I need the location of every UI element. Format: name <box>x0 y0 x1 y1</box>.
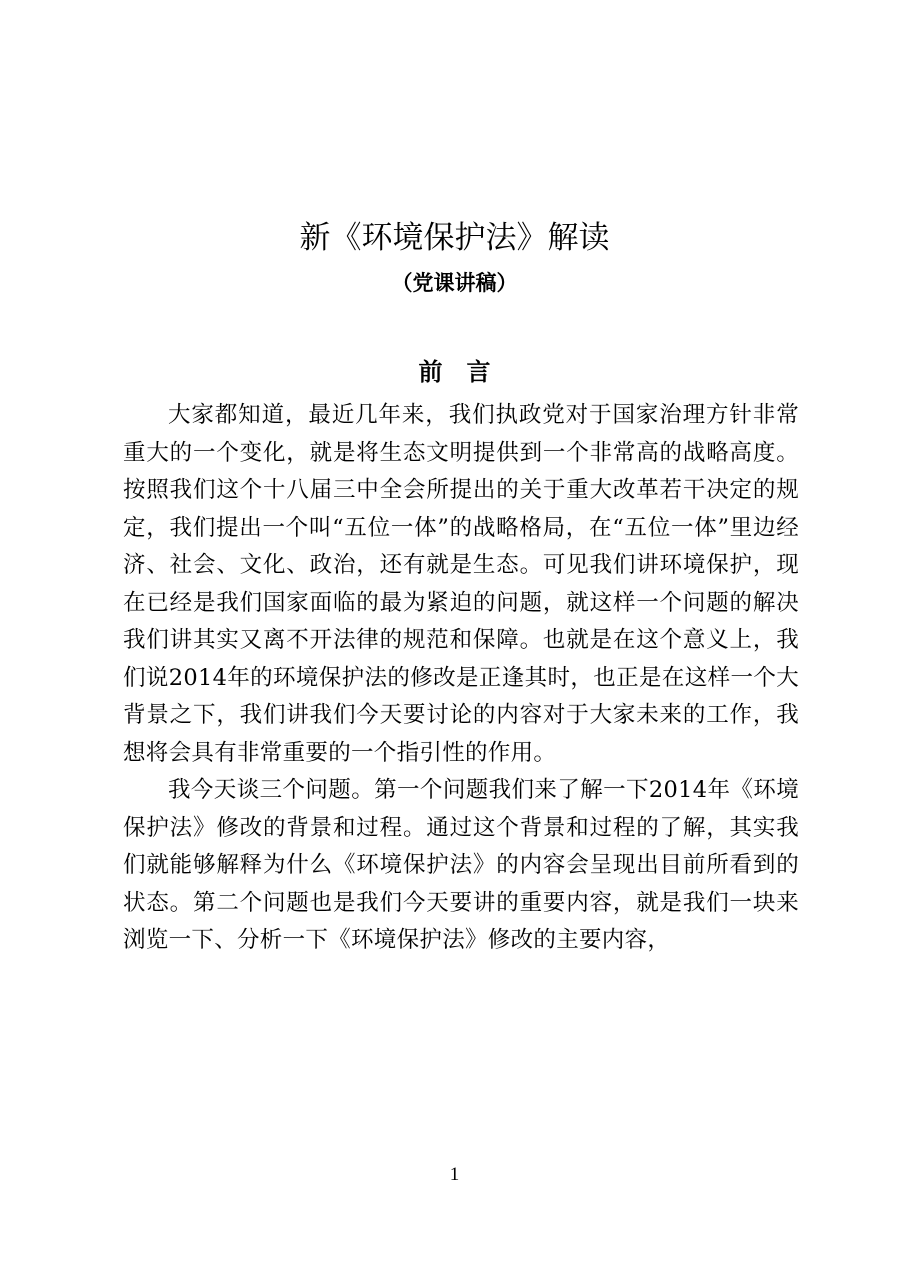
paragraph-2: 我今天谈三个问题。第一个问题我们来了解一下2014年《环境保护法》修改的背景和过程。通过这个背景和过程的了解，其实我们就能够解释为什么《环境保护法》的内容会呈现出目前所看到的状态。第二个问题也是我们今天要讲的重要内容，就是我们一块来浏览一下、分析一下《环境保护法》修改的主要内容， <box>123 777 799 953</box>
page-number: 1 <box>449 1164 460 1185</box>
section-heading-preface: 前言 <box>418 358 515 386</box>
document-title: 新《环境保护法》解读 <box>299 220 610 256</box>
document-subtitle: （党课讲稿） <box>391 271 518 295</box>
paragraph-1: 大家都知道，最近几年来，我们执政党对于国家治理方针非常重大的一个变化，就是将生态文明提供到一个非常高的战略高度。按照我们这个十八届三中全会所提出的关于重大改革若干决定的规定，我们提出一个叫“五位一体”的战略格局，在“五位一体”里边经济、社会、文化、政治，还有就是生态。可见我们讲环境保护，现在已经是我们国家面临的最为紧迫的问题，就这样一个问题的解决我们讲其实又离不开法律的规范和保障。也就是在这个意义上，我们说2014年的环境保护法的修改是正逢其时，也正是在这样一个大背景之下，我们讲我们今天要讨论的内容对于大家未来的工作，我想将会具有非常重要的一个指引性的作用。 <box>123 402 799 766</box>
body-text <box>123 397 799 960</box>
